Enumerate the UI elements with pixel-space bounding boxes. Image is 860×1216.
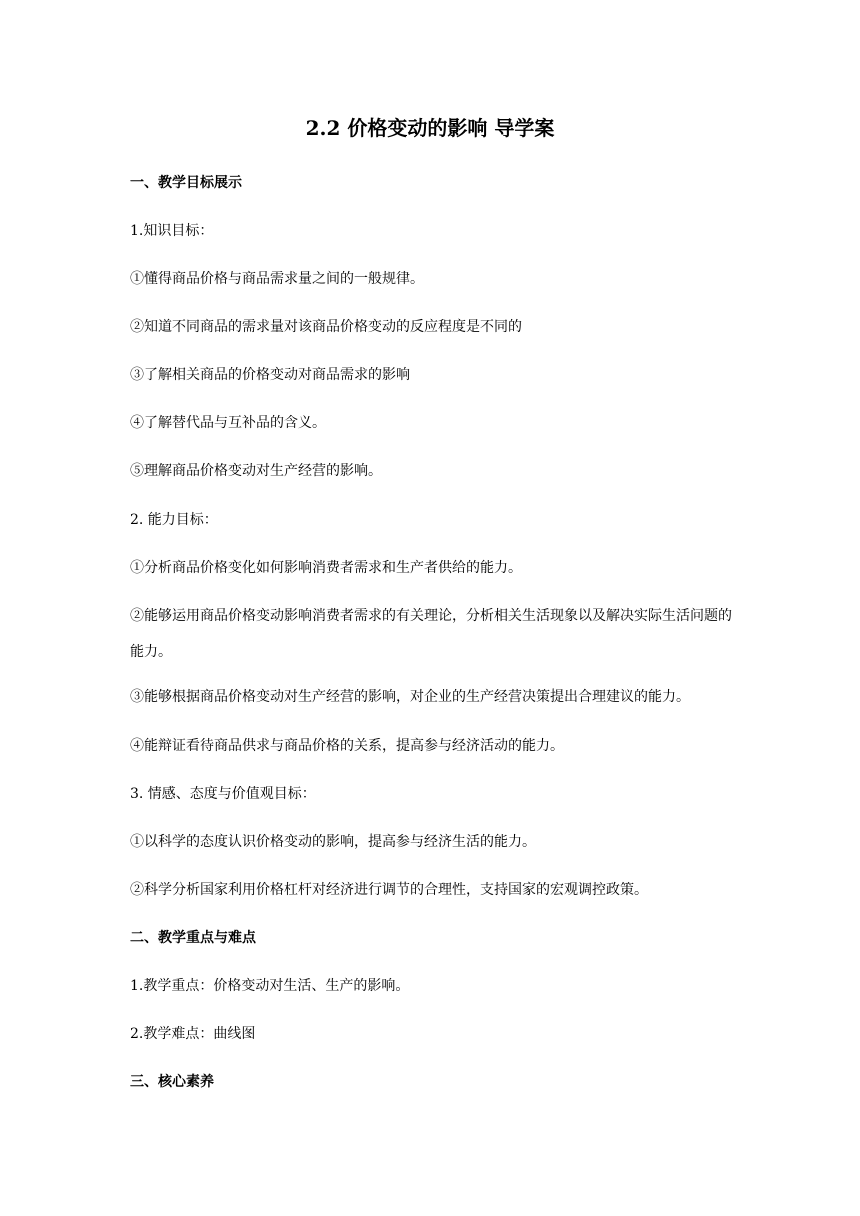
emotion-objective-label: 3. 情感、态度与价值观目标： [130, 786, 316, 802]
ability-objective-item: ③能够根据商品价格变动对生产经营的影响，对企业的生产经营决策提出合理建议的能力。 [130, 689, 690, 705]
emotion-objective-item: ②科学分析国家利用价格杠杆对经济进行调节的合理性，支持国家的宏观调控政策。 [130, 882, 648, 898]
knowledge-objective-item: ②知道不同商品的需求量对该商品价格变动的反应程度是不同的 [130, 319, 522, 335]
knowledge-objective-item: ⑤理解商品价格变动对生产经营的影响。 [130, 463, 382, 479]
key-point-item: 1.教学重点：价格变动对生活、生产的影响。 [130, 978, 410, 994]
ability-objective-label: 2. 能力目标： [130, 512, 218, 528]
knowledge-objective-label: 1.知识目标： [130, 223, 214, 239]
ability-objective-item: ②能够运用商品价格变动影响消费者需求的有关理论，分析相关生活现象以及解决实际生活问题的能力。 [130, 608, 732, 660]
section-heading-objectives: 一、教学目标展示 [130, 175, 242, 191]
knowledge-objective-item: ④了解替代品与互补品的含义。 [130, 415, 326, 431]
emotion-objective-item: ①以科学的态度认识价格变动的影响，提高参与经济生活的能力。 [130, 834, 536, 850]
document-title: 2.2 价格变动的影响 导学案 [305, 116, 555, 140]
knowledge-objective-item: ①懂得商品价格与商品需求量之间的一般规律。 [130, 271, 424, 287]
section-heading-key-points: 二、教学重点与难点 [130, 930, 256, 946]
section-heading-core-literacy: 三、核心素养 [130, 1074, 214, 1090]
knowledge-objective-item: ③了解相关商品的价格变动对商品需求的影响 [130, 367, 410, 383]
ability-objective-item: ①分析商品价格变化如何影响消费者需求和生产者供给的能力。 [130, 560, 522, 576]
key-point-item: 2.教学难点：曲线图 [130, 1026, 256, 1042]
ability-objective-item: ④能辩证看待商品供求与商品价格的关系，提高参与经济活动的能力。 [130, 738, 564, 754]
